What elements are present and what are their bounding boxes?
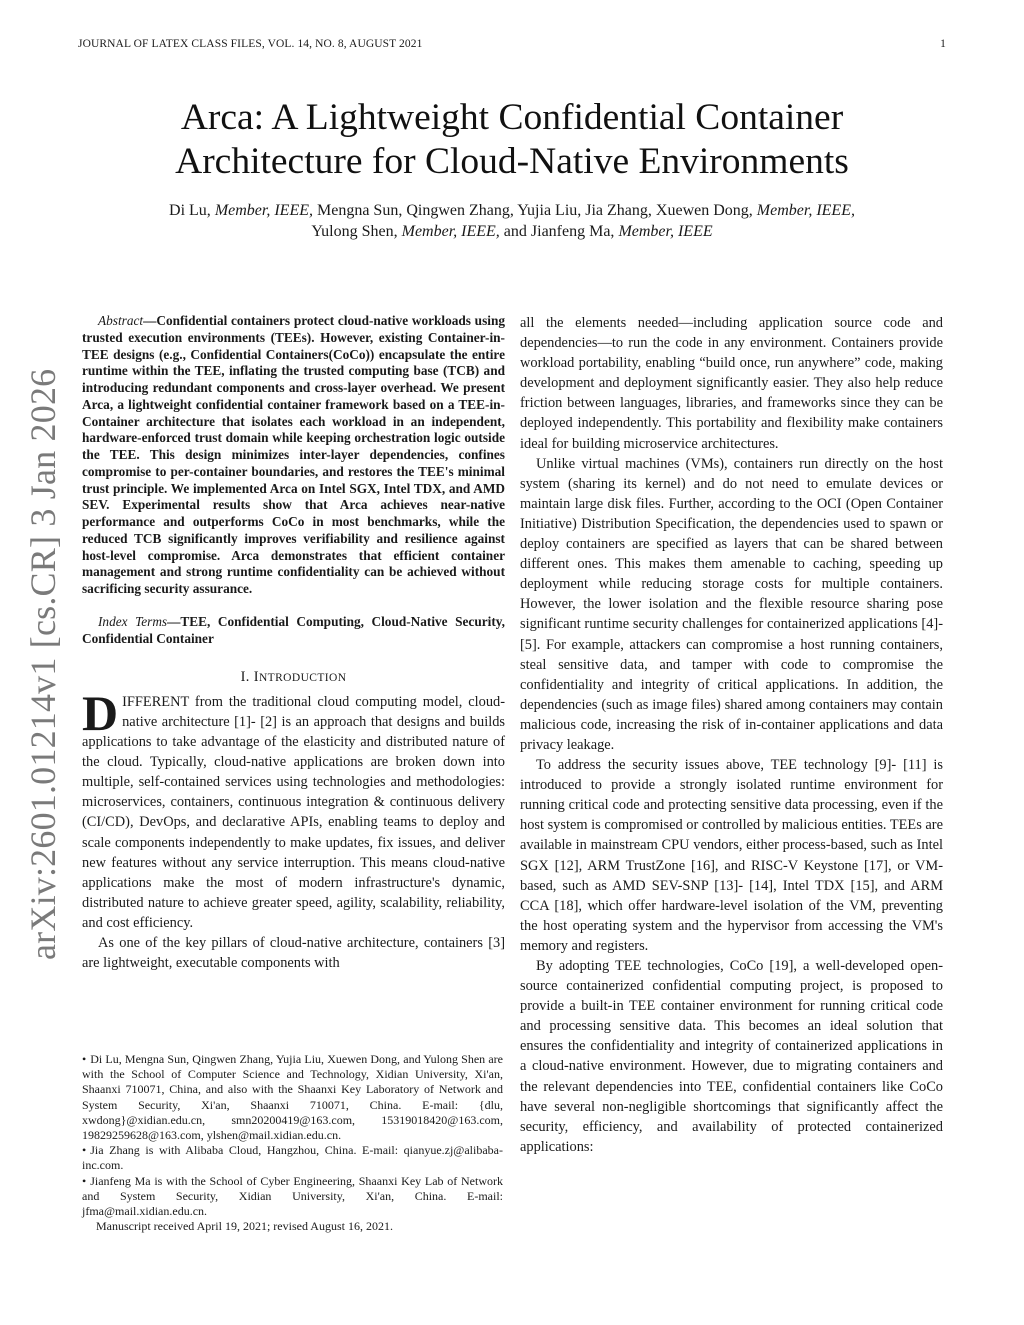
- index-terms-label: Index Terms: [98, 613, 168, 629]
- author-role: Member, IEEE,: [214, 202, 313, 219]
- footnote-text: Jia Zhang is with Alibaba Cloud, Hangzhou, China. E-mail: qianyue.zj@alibaba-inc.com.: [82, 1143, 503, 1173]
- footnote-text: Di Lu, Mengna Sun, Qingwen Zhang, Yujia Liu, Xuewen Dong, and Yulong Shen are with the School of Computer Science and Technology, Xidian University, Xi'an, Shaanxi 710071, China, and also with the Shaanxi Key Laboratory of Network and System Security, Xi'an, Shaanxi 710071, China. E-mail: {dlu, xwdong}@xidian.edu.cn, smn20200419@163.com, 15319018420@163.com, 19829259628@163.com, ylshen@mail.xidian.edu.cn.: [82, 1052, 503, 1143]
- author-name: Yulong Shen,: [311, 223, 402, 240]
- section-title-rest: NTRODUCTION: [258, 671, 347, 684]
- left-column: [82, 313, 505, 973]
- author-role: Member, IEEE: [618, 223, 713, 240]
- section-numeral: I.: [240, 668, 254, 685]
- page-number: 1: [940, 38, 946, 50]
- author-name: Di Lu,: [169, 202, 215, 219]
- paragraph-text: IFFERENT from the traditional cloud computing model, cloud-native architecture [1]- [2] is an approach that designs and builds applications to take advantage of the elasticity and distributed nature of the cloud. Typically, cloud-native applications are broken down into multiple, self-contained services using technologies and methodologies: microservices, containers, continuous integration & continuous delivery (CI/CD), DevOps, and declarative APIs, enabling teams to deploy and scale components independently to make updates, fix issues, and deliver new features without any service interruption. This means cloud-native applications make the most of modern infrastructure's dynamic, distributed nature to achieve greater speed, agility, scalability, reliability, and cost efficiency.: [82, 693, 505, 931]
- footnote-item: [82, 1052, 503, 1143]
- footnote-item: [82, 1143, 503, 1173]
- intro-paragraph-1: [82, 684, 505, 933]
- body-paragraph-3: To address the security issues above, TEE technology [9]- [11] is introduced to provide a strongly isolated runtime environment for running critical code and protecting sensitive data processing, even if the host system is compromised or controlled by malicious entities. TEEs are available in mainstream CPU vendors, either process-based, such as Intel SGX [12], ARM TrustZone [16], and RISC-V Keystone [17], or VM-based, such as AMD SEV-SNP [13]- [14], Intel TDX [15], and ARM CCA [18], which offer hardware-level isolation of the VM, preventing the host operating system and the hypervisor from accessing the VM's memory and registers.: [520, 757, 943, 954]
- author-list: [80, 200, 944, 242]
- author-name: and Jianfeng Ma,: [499, 223, 619, 240]
- title-line-1: Arca: A Lightweight Confidential Container: [180, 97, 844, 138]
- intro-paragraph-2: As one of the key pillars of cloud-native architecture, containers [3] are lightweight, executable components with: [82, 934, 505, 972]
- author-line-2: [80, 221, 944, 242]
- abstract: [82, 313, 505, 598]
- abstract-text: —Confidential containers protect cloud-native workloads using trusted execution environments (TEEs). However, existing Container-in-TEE designs (e.g., Confidential Containers(CoCo)) encapsulate the entire runtime within the TEE, inflating the trusted computing base (TCB) and introducing redundant components and cross-layer overhead. We present Arca, a lightweight confidential container framework based on a TEE-in-Container architecture that isolates each workload in an independent, hardware-enforced trust domain while keeping orchestration logic outside the TEE. This design minimizes inter-layer dependencies, confines compromise to per-container boundaries, and restores the TEE's minimal trust principle. We implemented Arca on Intel SGX, Intel TDX, and AMD SEV. Experimental results show that Arca achieves near-native performance and outperforms CoCo in most benchmarks, while the reduced TCB significantly improves verifiability and resilience against host-level compromise. Arca demonstrates that efficient container management and strong runtime confidentiality can be achieved without sacrificing security assurance.: [82, 313, 505, 596]
- bullet-icon: •: [82, 1052, 87, 1066]
- author-line-1: [80, 200, 944, 221]
- right-column: [520, 313, 943, 1157]
- bullet-icon: •: [82, 1173, 87, 1188]
- running-head: [78, 38, 946, 58]
- section-heading-introduction: [82, 667, 505, 688]
- index-terms: [82, 613, 505, 647]
- body-paragraph-4: By adopting TEE technologies, CoCo [19], a well-developed open-source containerized confidential computing project, is proposed to provide a built-in TEE container environment for running critical code and processing sensitive data. This becomes an ideal solution that ensures the confidentiality and integrity of containerized applications in a cloud-native environment. However, due to migrating containers and the relevant dependencies into TEE, confidential containers like CoCo have several non-negligible shortcomings that significantly affect the security, efficiency, and availability of protected containerized applications:: [520, 958, 943, 1155]
- body-paragraph-2: Unlike virtual machines (VMs), containers run directly on the host system (sharing its kernel) and do not need to emulate devices or maintain large disk files. Further, according to the OCI (Open Container Initiative) Distribution Specification, the dependencies used to spawn or deploy containers are specified as layers that can be shared between different ones. This makes them amenable to caching, speeding up deployment while reducing storage costs for multiple containers. However, the lower isolation and the flexible resource sharing pose significant runtime security challenges for containerized applications [4]- [5]. For example, attackers can compromise a host running containers, steal sensitive data, and tamper with code to compromise the confidentiality and integrity of critical applications. In addition, the dependencies (such as image files) shared among containers may contain malicious code, increasing the risk of in-container applications and data privacy leakage.: [520, 455, 943, 753]
- arxiv-identifier-stamp: arXiv:2601.01214v1 [cs.CR] 3 Jan 2026: [23, 368, 63, 960]
- author-name: Mengna Sun, Qingwen Zhang, Yujia Liu, Jia Zhang, Xuewen Dong,: [313, 202, 757, 219]
- paper-title: [100, 96, 924, 184]
- author-affiliation-footnotes: [82, 1052, 503, 1234]
- author-role: Member, IEEE,: [756, 202, 855, 219]
- footnote-item: [82, 1174, 503, 1220]
- journal-name: JOURNAL OF LATEX CLASS FILES, VOL. 14, NO. 8, AUGUST 2021: [78, 38, 423, 50]
- body-paragraph-1: all the elements needed—including application source code and dependencies—to run the code in any environment. Containers provide workload portability, enabling “build once, run anywhere” code, making development and deployment significantly easier. They also help reduce friction between languages, libraries, and frameworks since they can be deployed independently. This portability and flexibility make containers ideal for building microservice architectures.: [520, 315, 943, 452]
- footnote-text: Jianfeng Ma is with the School of Cyber Engineering, Shaanxi Key Lab of Network and System Security, Xidian University, Xi'an, China. E-mail: jfma@mail.xidian.edu.cn.: [82, 1173, 503, 1219]
- title-line-2: Architecture for Cloud-Native Environments: [175, 141, 849, 182]
- section-initial: I: [253, 668, 259, 685]
- author-role: Member, IEEE,: [401, 223, 500, 240]
- manuscript-received-note: Manuscript received April 19, 2021; revised August 16, 2021.: [96, 1219, 393, 1234]
- drop-cap: D: [82, 684, 119, 741]
- bullet-icon: •: [82, 1143, 87, 1158]
- index-terms-text: —TEE, Confidential Computing, Cloud-Native Security, Confidential Container: [82, 613, 505, 646]
- abstract-label: Abstract: [98, 313, 144, 328]
